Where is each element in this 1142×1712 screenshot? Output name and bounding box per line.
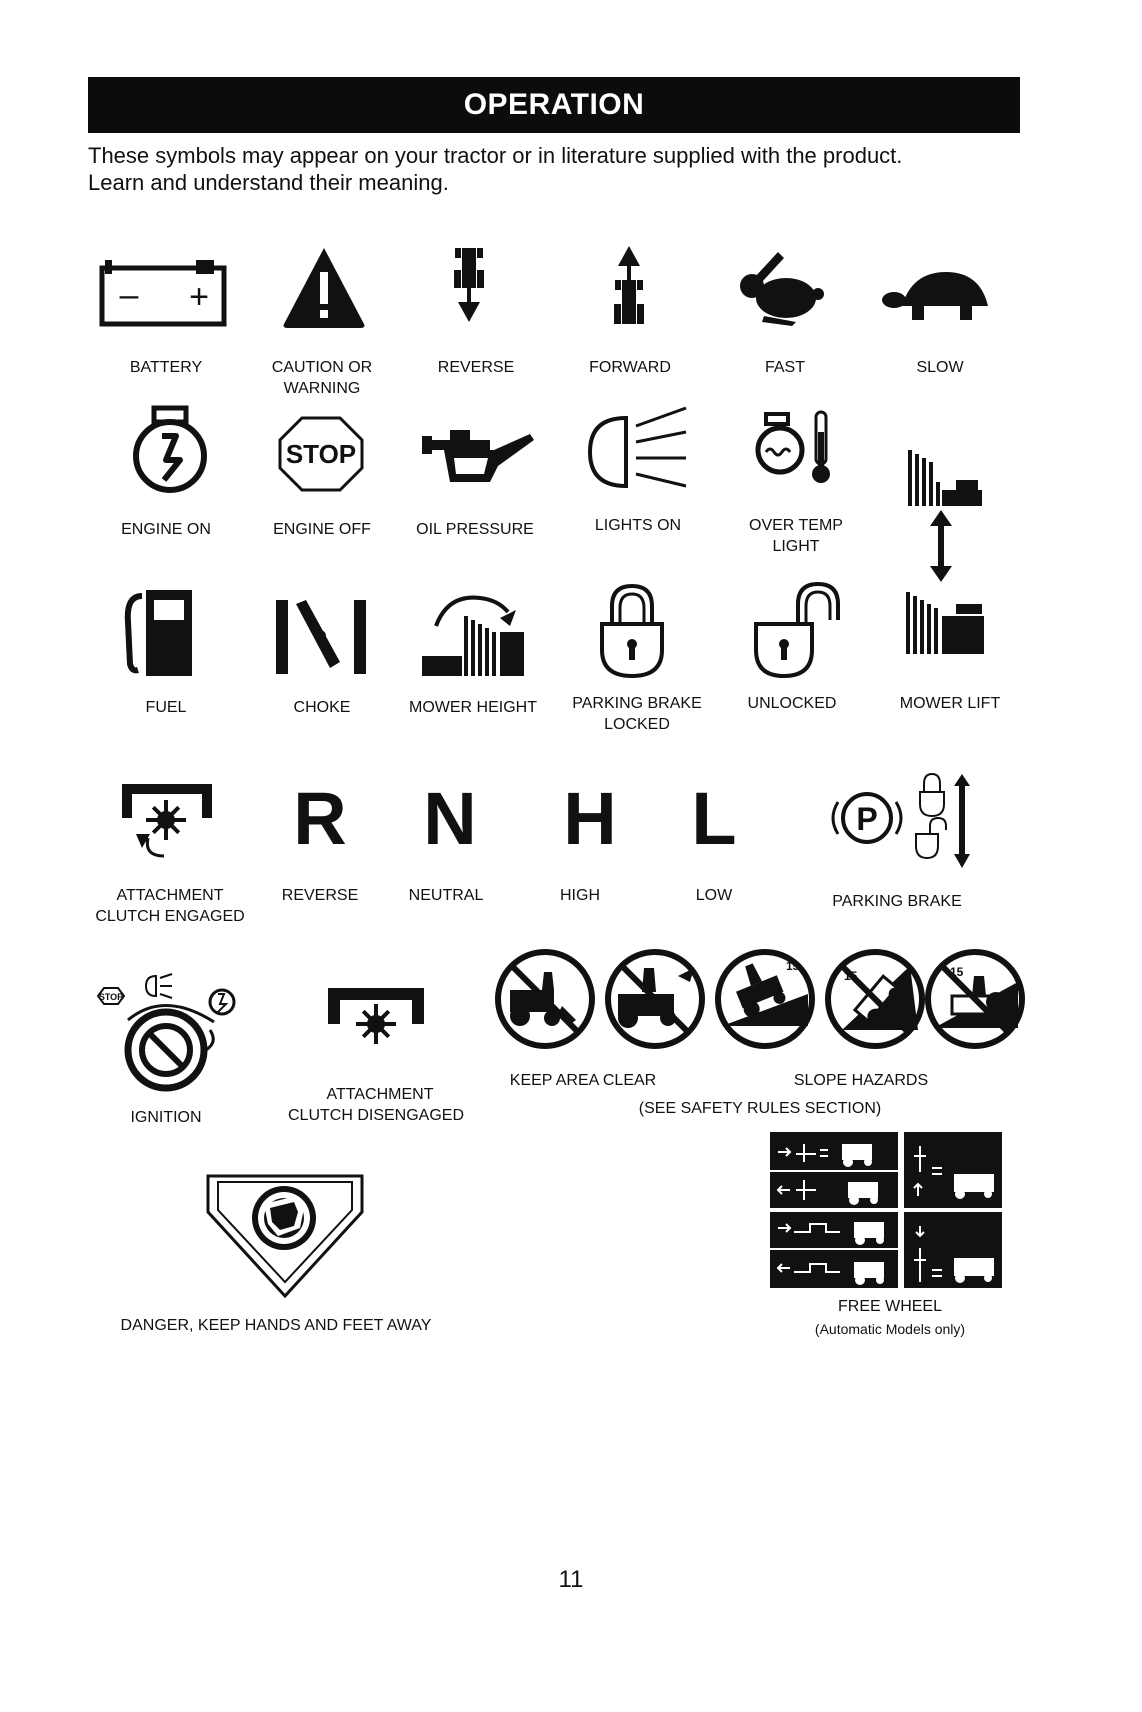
slope-degree-1: 15 (786, 959, 800, 973)
lights-on-icon (586, 402, 690, 496)
label-neutral: NEUTRAL (408, 887, 484, 904)
label-fuel: FUEL (145, 699, 187, 716)
engine-on-icon (124, 404, 216, 496)
mower-height-icon (418, 586, 528, 680)
label-reverse: REVERSE (437, 359, 515, 376)
caution-warning-icon (280, 244, 368, 330)
fast-rabbit-icon (736, 250, 828, 328)
label-caution-1: CAUTION OR (271, 359, 373, 376)
attachment-clutch-engaged-icon (118, 776, 216, 864)
label-ignition: IGNITION (130, 1109, 202, 1126)
label-attach-engaged-1: ATTACHMENT (116, 887, 224, 904)
ignition-stop-text: STOP (98, 992, 124, 1002)
letter-high: H (563, 777, 617, 860)
label-engine-on: ENGINE ON (121, 521, 211, 538)
intro-text (88, 142, 1048, 196)
fuel-pump-icon (124, 586, 196, 678)
label-parking-brake-locked-1: PARKING BRAKE (572, 695, 702, 712)
danger-hands-feet-icon (204, 1168, 366, 1302)
label-over-temp-1: OVER TEMP (749, 517, 843, 534)
slow-turtle-icon (882, 266, 992, 326)
battery-plus-glyph: + (189, 278, 209, 316)
slope-hazard-icon-1 (712, 946, 818, 1052)
stop-sign-text: STOP (285, 439, 357, 469)
parking-p-letter: P (856, 801, 878, 837)
label-oil-pressure: OIL PRESSURE (416, 521, 534, 538)
oil-pressure-can-icon (420, 428, 536, 484)
battery-minus-glyph: – (119, 276, 139, 314)
label-parking-brake: PARKING BRAKE (832, 893, 962, 910)
label-slow: SLOW (916, 359, 964, 376)
label-see-safety-rules: (SEE SAFETY RULES SECTION) (638, 1100, 882, 1117)
label-battery: BATTERY (129, 359, 203, 376)
engine-off-stop-icon (278, 416, 364, 492)
unlocked-padlock-icon (752, 580, 848, 680)
attachment-clutch-disengaged-icon (324, 980, 430, 1052)
mower-lift-arrow-icon (928, 510, 954, 582)
free-wheel-chart (770, 1132, 1002, 1290)
choke-icon (274, 596, 370, 676)
label-low: LOW (695, 887, 733, 904)
label-choke: CHOKE (293, 699, 351, 716)
label-attach-engaged-2: CLUTCH ENGAGED (95, 908, 245, 925)
label-engine-off: ENGINE OFF (273, 521, 371, 538)
label-forward: FORWARD (589, 359, 671, 376)
slope-degree-3: 15 (950, 965, 964, 979)
label-keep-area-clear: KEEP AREA CLEAR (509, 1072, 657, 1089)
slope-hazard-icon-2 (822, 946, 928, 1052)
mower-lift-down-icon (904, 590, 988, 656)
label-attach-disengaged-2: CLUTCH DISENGAGED (287, 1107, 465, 1124)
label-lights-on: LIGHTS ON (594, 517, 682, 534)
parking-brake-locked-icon (598, 582, 666, 680)
label-slope-hazards: SLOPE HAZARDS (793, 1072, 929, 1089)
letter-reverse: R (293, 777, 347, 860)
forward-tractor-icon (612, 244, 646, 328)
page-number: 11 (558, 1566, 584, 1593)
slope-degree-2: 15 (844, 969, 858, 983)
ignition-switch-icon (94, 972, 244, 1096)
intro-line-2: Learn and understand their meaning. (88, 170, 449, 195)
mower-lift-up-icon (906, 444, 986, 508)
label-mower-height: MOWER HEIGHT (409, 699, 537, 716)
label-caution-2: WARNING (283, 380, 361, 397)
letter-low: L (691, 777, 737, 860)
label-free-wheel: FREE WHEEL (837, 1298, 942, 1315)
label-reverse-letter: REVERSE (281, 887, 359, 904)
keep-area-clear-icon-2 (602, 946, 708, 1052)
over-temp-thermometer-icon (756, 410, 842, 486)
section-banner: OPERATION (88, 77, 1020, 133)
free-wheel-diagrams (770, 1132, 1002, 1290)
label-fast: FAST (764, 359, 805, 376)
label-free-wheel-note: (Automatic Models only) (814, 1321, 966, 1337)
label-over-temp-2: LIGHT (772, 538, 820, 555)
keep-area-clear-icon-1 (492, 946, 598, 1052)
label-mower-lift: MOWER LIFT (899, 695, 1001, 712)
label-unlocked: UNLOCKED (747, 695, 837, 712)
parking-brake-icon (826, 772, 976, 872)
label-danger: DANGER, KEEP HANDS AND FEET AWAY (120, 1317, 432, 1334)
intro-line-1: These symbols may appear on your tractor or in literature supplied with the product. (88, 143, 903, 168)
letter-neutral: N (423, 777, 477, 860)
battery-icon (99, 250, 229, 326)
reverse-tractor-icon (452, 244, 486, 324)
label-parking-brake-locked-2: LOCKED (604, 716, 670, 733)
label-attach-disengaged-1: ATTACHMENT (326, 1086, 434, 1103)
label-high: HIGH (560, 887, 600, 904)
slope-hazard-icon-3 (922, 946, 1028, 1052)
